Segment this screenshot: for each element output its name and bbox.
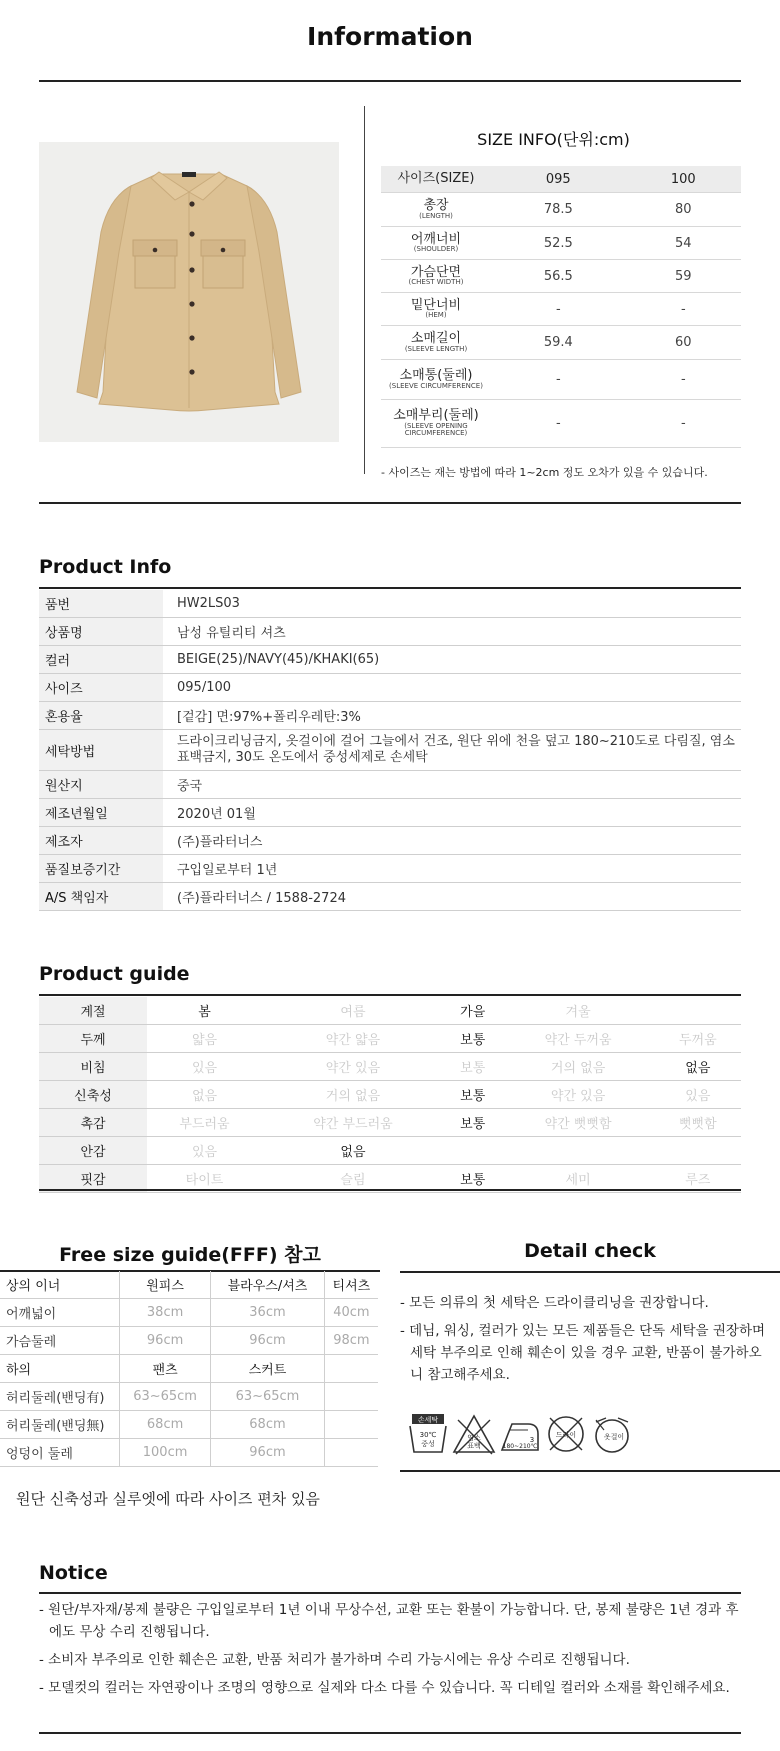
size-row-label: 소매통(둘레) [399,368,473,383]
care-label: 옷걸이 [603,1433,625,1441]
info-row [39,771,741,799]
guide-key: 촉감 [39,1109,147,1137]
free-size-cell: 팬츠 [120,1355,211,1383]
guide-option: 얇음 [147,1025,262,1053]
info-value: (주)플라터너스 / 1588-2724 [163,883,741,911]
size-info-title: SIZE INFO(단위:cm) [477,130,630,149]
free-size-note: 원단 신축성과 실루엣에 따라 사이즈 편차 있음 [16,1490,320,1508]
guide-option [501,1137,654,1165]
hang-dry-shade-icon [590,1412,634,1456]
iron-180-210-icon [498,1412,542,1456]
size-note: - 사이즈는 재는 방법에 따라 1~2cm 정도 오차가 있을 수 있습니다. [381,466,708,479]
page-title: Information [307,22,473,51]
size-header-100: 100 [626,166,741,193]
size-row [381,360,741,400]
info-key: 품질보증기간 [39,855,163,883]
size-row-label-en: (HEM) [425,311,447,320]
info-value: [겉감] 면:97%+폴리우레탄:3% [163,702,741,730]
guide-option: 약간 있음 [262,1053,444,1081]
detail-check-list [400,1292,772,1392]
guide-row [39,1025,741,1053]
size-row-label-en: (SLEEVE LENGTH) [404,344,468,353]
free-size-cell: 티셔츠 [324,1271,378,1299]
size-header-label: 사이즈(SIZE) [381,166,491,193]
free-size-cell [324,1383,378,1411]
product-guide-table [39,997,741,1193]
size-row-label-en: (SLEEVE OPENING CIRCUMFERENCE) [404,421,468,438]
guide-option [444,1137,502,1165]
free-size-cell: 허리둘레(밴딩無) [0,1411,120,1439]
guide-key: 안감 [39,1137,147,1165]
guide-row [39,997,741,1025]
free-size-cell: 블라우스/셔츠 [211,1271,325,1299]
size-table-header [381,166,741,193]
info-value: 드라이크리닝금지, 옷걸이에 걸어 그늘에서 건조, 원단 위에 천을 덮고 180~210도로 다림질, 염소 표백금지, 30도 온도에서 중성세제로 손세탁 [163,730,741,771]
info-key: 품번 [39,590,163,618]
size-row-label: 밑단너비 [410,297,462,313]
info-value: 2020년 01월 [163,799,741,827]
notice-item: - 소비자 부주의로 인한 훼손은 교환, 반품 처리가 불가하며 수리 가능시에는 유상 수리로 진행됩니다. [39,1652,630,1668]
free-size-cell: 96cm [211,1327,325,1355]
free-size-cell: 98cm [324,1327,378,1355]
size-row-label: 총장 [423,198,449,213]
size-row-label-en: (CHEST WIDTH) [408,278,464,287]
shirt-illustration [39,142,339,442]
guide-option: 두꺼움 [655,1025,741,1053]
size-row-label: 가슴단면 [410,264,462,280]
info-key: 사이즈 [39,674,163,702]
info-key: 제조자 [39,827,163,855]
free-size-cell: 36cm [211,1299,325,1327]
hand-wash-30-icon [406,1412,450,1456]
guide-option: 없음 [655,1053,741,1081]
divider [39,1592,741,1594]
info-key: 원산지 [39,771,163,799]
free-size-cell: 하의 [0,1355,120,1383]
product-guide-title: Product guide [39,963,190,985]
guide-key: 핏감 [39,1165,147,1193]
free-size-cell: 40cm [324,1299,378,1327]
guide-option: 세미 [501,1165,654,1193]
guide-row [39,1053,741,1081]
guide-option: 약간 얇음 [262,1025,444,1053]
guide-option: 약간 있음 [501,1081,654,1109]
free-size-row [0,1383,378,1411]
guide-key: 신축성 [39,1081,147,1109]
size-value: 59.4 [491,326,626,360]
care-label: 180~210℃ [502,1443,538,1450]
info-row [39,646,741,674]
size-value: 60 [626,326,741,360]
divider [400,1271,780,1273]
free-size-row [0,1411,378,1439]
info-row [39,702,741,730]
guide-option: 거의 없음 [262,1081,444,1109]
size-row [381,400,741,448]
size-row-label-en: (SHOULDER) [413,245,459,254]
free-size-cell: 63~65cm [211,1383,325,1411]
size-value: 78.5 [491,193,626,227]
size-row [381,227,741,260]
notice-title: Notice [39,1562,108,1584]
divider [39,1189,741,1191]
size-value: - [491,293,626,326]
info-key: 세탁방법 [39,730,163,771]
vertical-divider [364,106,365,474]
free-size-cell: 38cm [120,1299,211,1327]
size-value: 80 [626,193,741,227]
guide-option: 약간 부드러움 [262,1109,444,1137]
detail-check-item: - 데님, 워싱, 컬러가 있는 모든 제품들은 단독 세탁을 권장하며 세탁 부주의로 인해 훼손이 있을 경우 교환, 반품이 불가하오니 참고해주세요. [400,1323,766,1383]
care-label: 30℃ [419,1431,437,1439]
free-size-cell: 68cm [120,1411,211,1439]
guide-option: 없음 [262,1137,444,1165]
guide-row [39,1137,741,1165]
divider [39,502,741,504]
free-size-header [0,1271,378,1299]
care-label: 표백 [467,1442,481,1450]
divider [400,1470,780,1472]
info-row [39,618,741,646]
free-size-table [0,1271,378,1467]
info-value: 구입일로부터 1년 [163,855,741,883]
guide-option: 슬림 [262,1165,444,1193]
size-header-095: 095 [491,166,626,193]
size-value: - [626,400,741,448]
care-label: 중성 [421,1440,435,1448]
notice-item: - 원단/부자재/봉제 불량은 구입일로부터 1년 이내 무상수선, 교환 또는 환불이 가능합니다. 단, 봉제 불량은 1년 경과 후에도 무상 수리 진행됩니다. [39,1602,739,1640]
info-value: 095/100 [163,674,741,702]
free-size-cell [324,1355,378,1383]
free-size-cell [324,1439,378,1467]
free-size-header [0,1355,378,1383]
guide-option: 있음 [655,1081,741,1109]
guide-key: 비침 [39,1053,147,1081]
free-size-cell: 엉덩이 둘레 [0,1439,120,1467]
guide-option [655,1137,741,1165]
free-size-row [0,1327,378,1355]
info-row [39,883,741,911]
info-key: 상품명 [39,618,163,646]
info-value: 남성 유틸리티 셔츠 [163,618,741,646]
size-row-label: 소매부리(둘레) [393,408,479,424]
guide-option: 봄 [147,997,262,1025]
free-size-cell: 허리둘레(밴딩有) [0,1383,120,1411]
info-row [39,799,741,827]
free-size-title: Free size guide(FFF) 참고 [59,1244,321,1266]
size-row [381,326,741,360]
free-size-cell: 어깨넓이 [0,1299,120,1327]
guide-option: 겨울 [501,997,654,1025]
guide-option [655,997,741,1025]
care-label: 드라이 [555,1431,577,1439]
no-bleach-icon [452,1412,496,1456]
care-label: 3 [529,1436,535,1444]
info-key: 컬러 [39,646,163,674]
size-value: 56.5 [491,260,626,293]
guide-option: 거의 없음 [501,1053,654,1081]
info-value: 중국 [163,771,741,799]
info-key: A/S 책임자 [39,883,163,911]
size-value: - [626,360,741,400]
guide-option: 타이트 [147,1165,262,1193]
detail-check-title: Detail check [524,1240,656,1262]
product-info-title: Product Info [39,556,172,578]
guide-option: 보통 [444,1109,502,1137]
info-value: HW2LS03 [163,590,741,618]
free-size-cell: 96cm [120,1327,211,1355]
free-size-cell: 63~65cm [120,1383,211,1411]
size-row [381,260,741,293]
info-key: 제조년월일 [39,799,163,827]
notice-list [39,1599,741,1705]
divider [39,587,741,589]
size-value: - [491,360,626,400]
guide-option: 부드러움 [147,1109,262,1137]
free-size-cell: 원피스 [120,1271,211,1299]
size-row [381,193,741,227]
info-row [39,730,741,771]
info-row [39,590,741,618]
size-value: 52.5 [491,227,626,260]
free-size-cell: 상의 이너 [0,1271,120,1299]
free-size-row [0,1299,378,1327]
guide-row [39,1109,741,1137]
detail-check-item: - 모든 의류의 첫 세탁은 드라이클리닝을 권장합니다. [400,1295,709,1311]
info-row [39,674,741,702]
guide-option: 보통 [444,1165,502,1193]
free-size-cell: 100cm [120,1439,211,1467]
care-label: 염소 [467,1434,481,1442]
size-row-label-en: (SLEEVE CIRCUMFERENCE) [389,381,483,390]
guide-option: 있음 [147,1137,262,1165]
guide-option: 보통 [444,1081,502,1109]
info-row [39,855,741,883]
notice-item: - 모델컷의 컬러는 자연광이나 조명의 영향으로 실제와 다소 다를 수 있습니다. 꼭 디테일 컬러와 소재를 확인해주세요. [39,1680,730,1696]
free-size-cell [324,1411,378,1439]
size-table [381,166,741,448]
care-label: 손세탁 [417,1416,439,1424]
free-size-row [0,1439,378,1467]
info-value: (주)플라터너스 [163,827,741,855]
guide-key: 계절 [39,997,147,1025]
info-key: 혼용율 [39,702,163,730]
free-size-cell: 가슴둘레 [0,1327,120,1355]
guide-option: 여름 [262,997,444,1025]
divider [39,80,741,82]
product-image [39,142,339,442]
no-dry-clean-icon [544,1412,588,1456]
guide-key: 두께 [39,1025,147,1053]
size-value: 54 [626,227,741,260]
guide-option: 약간 두꺼움 [501,1025,654,1053]
guide-row [39,1081,741,1109]
size-row-label: 어깨너비 [410,231,462,247]
free-size-cell: 68cm [211,1411,325,1439]
product-info-table [39,590,741,911]
size-row [381,293,741,326]
guide-option: 보통 [444,1053,502,1081]
size-value: 59 [626,260,741,293]
guide-option: 루즈 [655,1165,741,1193]
info-row [39,827,741,855]
info-value: BEIGE(25)/NAVY(45)/KHAKI(65) [163,646,741,674]
guide-option: 있음 [147,1053,262,1081]
size-row-label: 소매길이 [410,331,462,346]
divider [39,1732,741,1734]
free-size-cell: 스커트 [211,1355,325,1383]
guide-option: 없음 [147,1081,262,1109]
guide-option: 뻣뻣함 [655,1109,741,1137]
guide-option: 약간 뻣뻣함 [501,1109,654,1137]
size-value: - [626,293,741,326]
guide-option: 가을 [444,997,502,1025]
free-size-cell: 96cm [211,1439,325,1467]
guide-option: 보통 [444,1025,502,1053]
divider [39,994,741,996]
size-row-label-en: (LENGTH) [419,211,453,220]
size-value: - [491,400,626,448]
